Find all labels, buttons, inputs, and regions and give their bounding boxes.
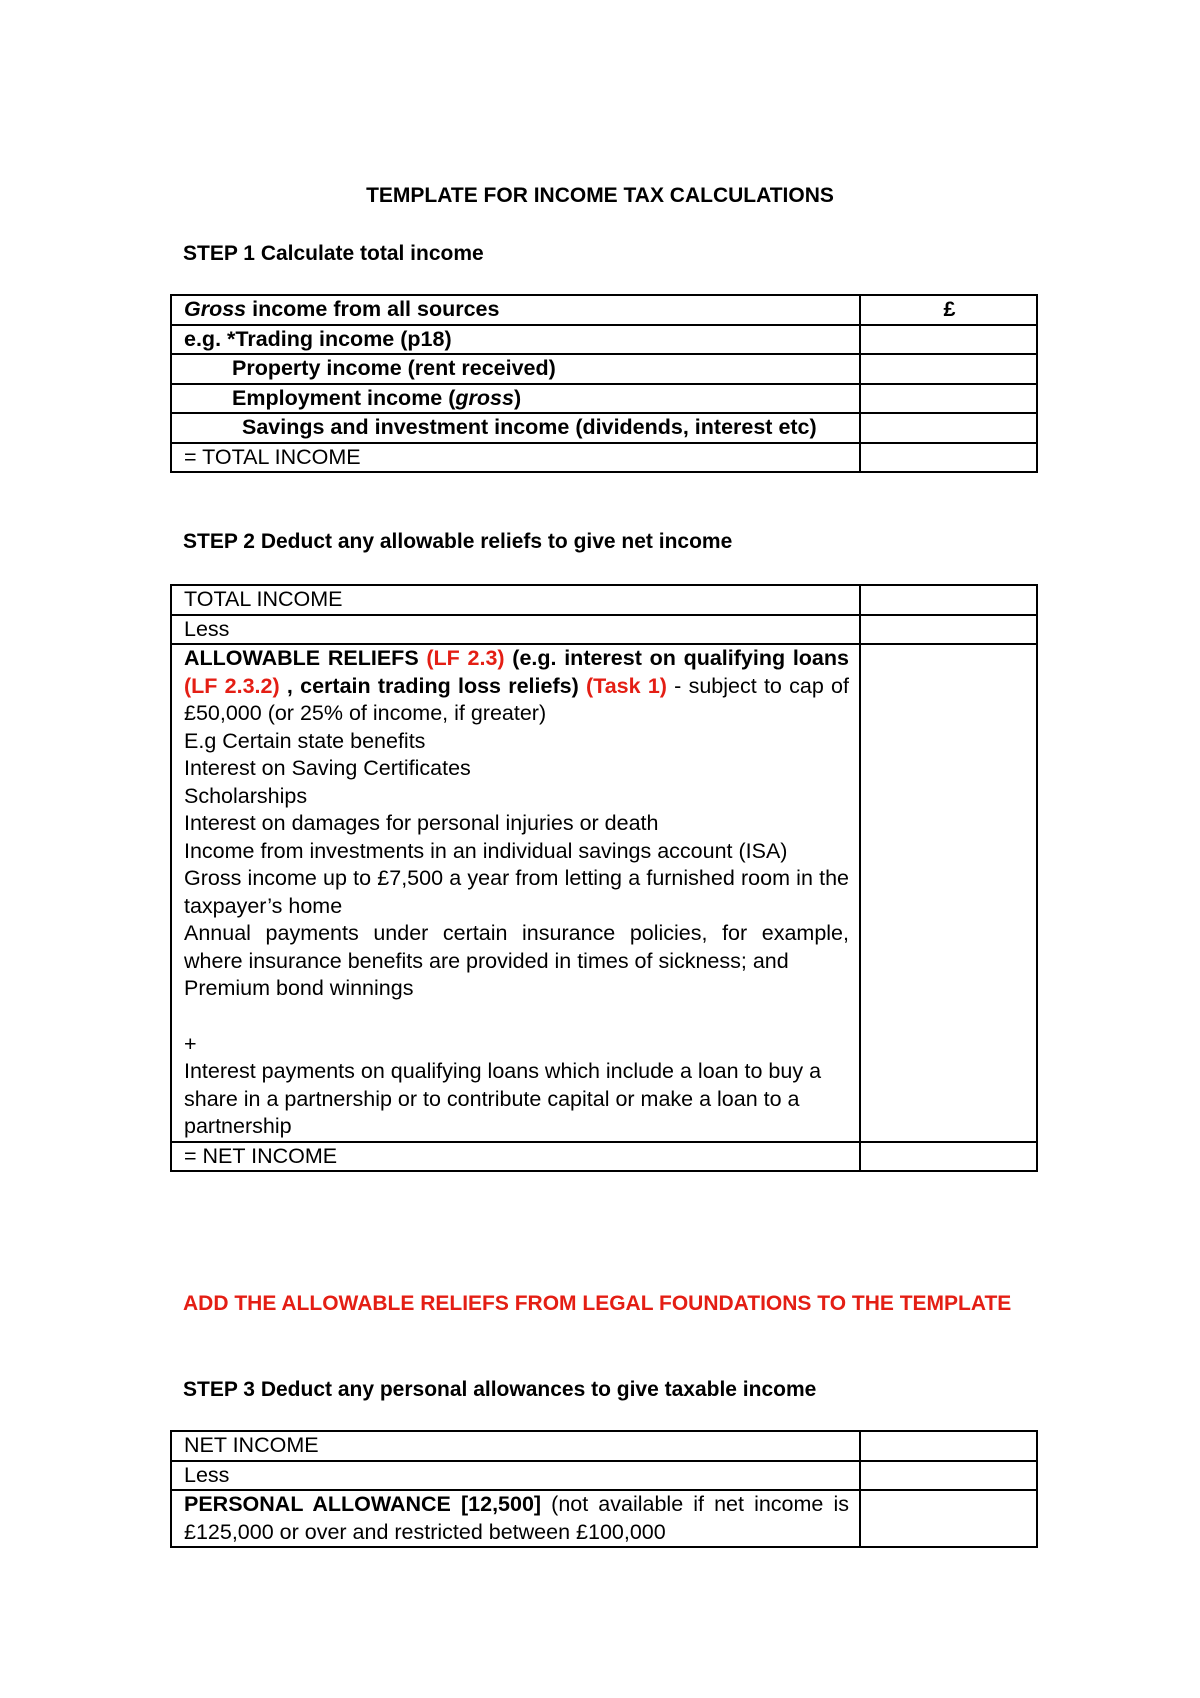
plus-sign: + (184, 1031, 197, 1056)
step2-heading: STEP 2 Deduct any allowable reliefs to give net income (183, 530, 733, 553)
list-item: Premium bond winnings (184, 976, 414, 1000)
table-row (171, 443, 1037, 473)
table-row (171, 295, 1037, 325)
table-cell: NET INCOME (171, 1431, 860, 1461)
table-row (171, 354, 1037, 384)
table-cell: Employment income (gross) (171, 384, 860, 414)
amount-cell[interactable] (860, 1142, 1037, 1172)
table-cell: e.g. *Trading income (p18) (171, 325, 860, 355)
list-item: Scholarships (184, 783, 308, 808)
amount-cell[interactable] (860, 1490, 1037, 1547)
amount-cell[interactable] (860, 1461, 1037, 1491)
list-item: Interest on Saving Certificates (184, 756, 471, 780)
table-row (171, 585, 1037, 615)
step2-table (170, 584, 1038, 1172)
table-cell: TOTAL INCOME (171, 585, 860, 615)
table-row (171, 1431, 1037, 1461)
total-income-cell: = TOTAL INCOME (171, 443, 860, 473)
step3-table (170, 1430, 1038, 1548)
step1-table (170, 294, 1038, 473)
amount-cell[interactable] (860, 325, 1037, 355)
list-item: Annual payments under certain insurance policies, for example, where insurance benefits are provided in times of sickness; and (184, 921, 849, 973)
list-item: Interest on damages for personal injuries or death (184, 811, 659, 835)
table-row (171, 1490, 1037, 1547)
amount-cell[interactable] (860, 644, 1037, 1142)
table-row (171, 644, 1037, 1142)
table-row (171, 413, 1037, 443)
amount-cell[interactable] (860, 585, 1037, 615)
table-cell: Less (171, 615, 860, 645)
step1-heading: STEP 1 Calculate total income (183, 242, 484, 265)
personal-allowance-cell: PERSONAL ALLOWANCE [12,500] (not available if net income is £125,000 or over and restricted between £100,000 (171, 1490, 860, 1547)
table-row (171, 384, 1037, 414)
page-title: TEMPLATE FOR INCOME TAX CALCULATIONS (366, 184, 834, 207)
list-item: Income from investments in an individual savings account (ISA) (184, 838, 788, 863)
table-row (171, 1461, 1037, 1491)
table-row (171, 1142, 1037, 1172)
reliefs-cell (171, 644, 860, 1142)
list-item: E.g Certain state benefits (184, 728, 426, 753)
amount-cell[interactable] (860, 443, 1037, 473)
step3-heading: STEP 3 Deduct any personal allowances to give taxable income (183, 1378, 817, 1401)
reliefs-intro: ALLOWABLE RELIEFS (LF 2.3) (e.g. interest on qualifying loans (LF 2.3.2) , certain trading loss reliefs) (Task 1) - subject to cap of £50,000 (or 25% of income, if greater) (184, 646, 849, 725)
amount-cell[interactable] (860, 1431, 1037, 1461)
table-cell: Less (171, 1461, 860, 1491)
table-row (171, 615, 1037, 645)
table-cell: Savings and investment income (dividends, interest etc) (171, 413, 860, 443)
table-cell: Property income (rent received) (171, 354, 860, 384)
amount-cell[interactable] (860, 615, 1037, 645)
table-row (171, 325, 1037, 355)
currency-header: £ (860, 295, 1037, 325)
amount-cell[interactable] (860, 384, 1037, 414)
instruction-note: ADD THE ALLOWABLE RELIEFS FROM LEGAL FOUNDATIONS TO THE TEMPLATE (183, 1292, 1012, 1315)
amount-cell[interactable] (860, 413, 1037, 443)
amount-cell[interactable] (860, 354, 1037, 384)
list-item: Interest payments on qualifying loans which include a loan to buy a share in a partnership or to contribute capital or make a loan to a partnership (184, 1059, 822, 1138)
list-item: Gross income up to £7,500 a year from letting a furnished room in the taxpayer’s home (184, 866, 849, 918)
net-income-cell: = NET INCOME (171, 1142, 860, 1172)
table-header-cell: Gross income from all sources (171, 295, 860, 325)
